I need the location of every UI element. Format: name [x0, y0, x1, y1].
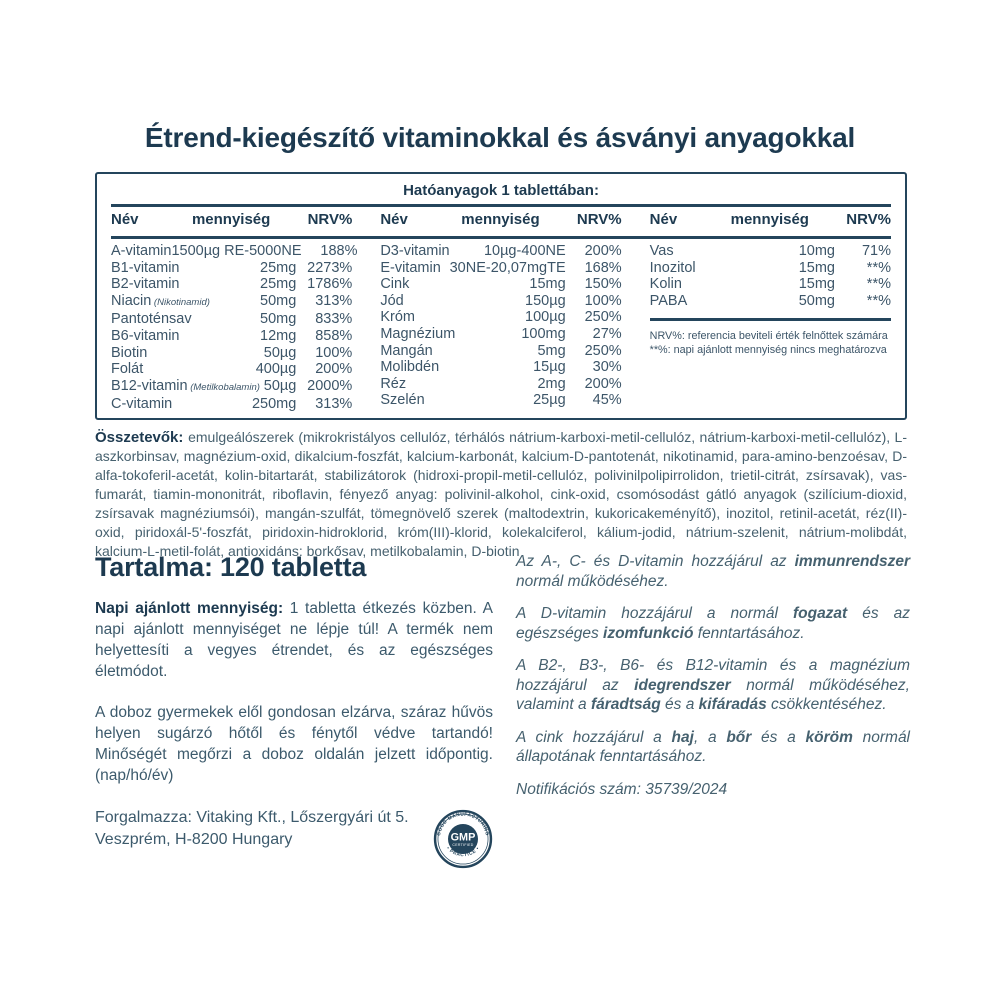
nutrient-name: Szelén [380, 392, 425, 409]
table-row [111, 311, 352, 328]
col-header-qty: mennyiség [461, 211, 540, 228]
nutrient-name: Mangán [380, 342, 433, 359]
table-row [111, 243, 358, 260]
nutrient-quantity: 10µg-400NE [483, 243, 566, 259]
nutrient-quantity: 50µg [263, 344, 297, 361]
nutrient-quantity: 1500µg RE-5000NE [171, 243, 302, 259]
text-segment: 1 tabletta étkezés közben. A napi ajánlott mennyiséget ne lépje túl! A termék nem helyettesíti a vegyes étrendet, és az egészséges életmódot. [95, 600, 493, 680]
nutrient-quantity: 250mg [251, 396, 297, 413]
table-title: Hatóanyagok 1 tablettában: [403, 182, 599, 199]
nutrient-name: B1-vitamin [111, 259, 180, 276]
table-row [380, 326, 621, 343]
nutrient-name: Réz [380, 375, 407, 392]
table-row [650, 276, 891, 293]
header-row-cells [380, 209, 621, 231]
table-row [650, 293, 891, 310]
bold-text-segment: köröm [805, 728, 853, 746]
nutrient-quantity: 12mg [260, 327, 297, 344]
nutrient-name: B12-vitamin (Metilkobalamin) [111, 377, 260, 394]
claim-paragraph [516, 656, 910, 715]
bold-text-segment: haj [671, 728, 694, 746]
table-row [111, 328, 352, 345]
nutrient-nrv-percent: 200% [584, 375, 622, 392]
nutrient-nrv-percent: 2000% [307, 377, 353, 394]
col-header-name: Név [649, 211, 678, 228]
bold-text-segment: Napi ajánlott mennyiség: [95, 600, 290, 617]
gmp-center-text: GMP [450, 831, 476, 844]
nutrient-quantity: 50µg [263, 377, 297, 394]
col-header-nrv: NRV% [576, 211, 622, 228]
gmp-certified-icon [433, 809, 493, 869]
nutrient-name: Kolin [649, 276, 682, 293]
contents-heading: Tartalma: 120 tabletta [95, 552, 367, 582]
nutrient-nrv-percent: **% [866, 276, 891, 293]
page-title: Étrend-kiegészítő vitaminokkal és ásványi anyagokkal [144, 122, 856, 153]
nutrient-name: PABA [649, 292, 688, 309]
health-claims-column [516, 552, 910, 812]
nutrient-name: Inozitol [649, 259, 696, 276]
distributor-address [95, 807, 433, 851]
distributor-line-2: Veszprém, H-8200 Hungary [95, 831, 293, 848]
text-segment: és az egészséges [516, 605, 910, 642]
nutrient-nrv-percent: 27% [592, 325, 622, 342]
notification-number [516, 780, 910, 800]
text-segment: Az A-, C- és D-vitamin hozzájárul az [516, 553, 795, 570]
nutrient-quantity: 150µg [525, 292, 566, 309]
text-segment: emulgeálószerek (mikrokristályos cellulóz, térhálós nátrium-karboxi-metil-cellulóz, nátrium-karboxi-metil-cellulóz), L-aszkorbinsav, magnézium-oxid, dikalcium-foszfát, kalcium-karbonát, kalcium-D-pantotenát, nikotinamid, para-amino-benzoésav, D-alfa-tokoferil-acetát, kolin-bitartarát, stabilizátorok (hidroxi-propil-metil-cellulóz, polivinilpolipirrolidon, trietil-citrát, zsírsavak), vas-fumarát, tiamin-mononitrát, riboflavin, fényező anyag: polivinil-alkohol, cink-oxid, csomósodást gátló anyagok (szilícium-dioxid, zsírsavak magnéziumsói), mangán-szulfát, tömegnövelő szerek (maltodextrin, kukoricakeményítő), inozitol, retinil-acetát, réz(II)-oxid, piridoxál-5'-foszfát, piridoxin-hidroklorid, króm(III)-klorid, kolekalciferol, kálium-jodid, nátrium-szelenit, nátrium-molibdát, kalcium-L-metil-folát, antioxidáns: borkősav, metilkobalamin, D-biotin [95, 429, 907, 559]
nutrient-nrv-percent: 100% [315, 344, 353, 361]
table-header-row [111, 209, 891, 231]
bold-text-segment: immunrendszer [794, 553, 910, 570]
claim-paragraph [516, 604, 910, 643]
text-segment: A B2-, B3-, B6- és B12-vitamin és a magnézium hozzájárul az [516, 657, 910, 694]
nutrient-nrv-percent: 30% [592, 359, 622, 376]
bold-text-segment: fogazat [792, 605, 848, 622]
bold-text-segment: bőr [726, 728, 752, 746]
nutrient-rows [650, 243, 891, 309]
text-segment: normál állapotának fenntartásához. [516, 728, 911, 765]
column-header-group [111, 209, 352, 231]
nutrient-quantity: 15µg [533, 359, 566, 376]
col-header-name: Név [380, 211, 408, 228]
table-row [111, 378, 352, 397]
nutrient-name: Biotin [111, 344, 148, 361]
col-header-qty: mennyiség [191, 211, 271, 228]
nutrient-nrv-percent: 313% [315, 292, 353, 309]
nutrient-quantity: 25mg [260, 259, 297, 276]
text-segment: és a [660, 696, 699, 713]
bold-text-segment: Összetevők: [95, 429, 189, 446]
nutrient-nrv-percent: 168% [584, 259, 622, 276]
header-row-cells [111, 209, 352, 231]
table-row [111, 396, 352, 413]
nutrient-nrv-percent: 150% [584, 276, 622, 293]
nutrient-nrv-percent: 71% [861, 243, 891, 259]
table-row [380, 243, 621, 260]
distributor-line-1: Forgalmazza: Vitaking Kft., Lőszergyári út 5. [95, 809, 409, 826]
nutrient-quantity: 5mg [537, 342, 566, 359]
table-row [380, 276, 621, 293]
col-header-name: Név [111, 211, 139, 228]
divider [650, 318, 891, 321]
table-row [111, 260, 352, 277]
nutrient-column-3 [650, 243, 891, 413]
nutrient-quantity: 25µg [533, 392, 566, 409]
bold-text-segment: fáradtság [590, 696, 661, 713]
text-segment: A cink hozzájárul a [516, 728, 672, 746]
nutrient-nrv-percent: 250% [584, 309, 622, 326]
nutrient-quantity: 50mg [260, 311, 297, 328]
nutrient-name: Molibdén [380, 359, 440, 376]
nutrient-nrv-percent: 188% [320, 243, 358, 259]
nutrient-quantity: 2mg [537, 375, 566, 392]
table-row [380, 343, 621, 360]
left-info-column [95, 552, 493, 869]
nutrient-nrv-percent: 2273% [307, 259, 353, 276]
distributor-block [95, 807, 493, 869]
gmp-arc-bottom-text: • PRACTICE • [444, 846, 482, 859]
divider [111, 236, 891, 239]
col-header-nrv: NRV% [846, 211, 891, 228]
column-header-group [380, 209, 621, 231]
table-row [380, 309, 621, 326]
table-row [380, 293, 621, 310]
text-segment: normál működéséhez. [516, 572, 669, 590]
bold-text-segment: izomfunkció [603, 624, 694, 642]
storage-paragraph: A doboz gyermekek elől gondosan elzárva, száraz hűvös helyen sugárzó hőtől és fénytől védve tartandó! Minőségét megőrzi a doboz oldalán jelzett időpontig. (nap/hó/év) [95, 704, 493, 784]
nutrient-name: A-vitamin [111, 243, 172, 259]
table-row [111, 276, 352, 293]
nutrient-name: Króm [380, 309, 415, 326]
nutrient-nrv-percent: 313% [315, 396, 353, 413]
nutrient-nrv-percent: 833% [315, 311, 353, 328]
header-row-cells [650, 209, 891, 231]
nutrient-nrv-percent: **% [866, 292, 891, 309]
table-row [111, 345, 352, 362]
table-row [380, 376, 621, 393]
bold-text-segment: kifáradás [698, 696, 767, 713]
nutrient-nrv-percent: 200% [584, 243, 622, 259]
table-row [380, 392, 621, 409]
nutrient-quantity: 15mg [798, 259, 835, 276]
nutrient-name: Jód [380, 292, 404, 309]
nutrient-quantity: 10mg [798, 243, 835, 259]
nutrient-nrv-percent: 45% [592, 392, 622, 409]
table-body [111, 243, 891, 413]
nutrient-note: (Metilkobalamin) [187, 381, 260, 393]
daily-dose-paragraph [95, 598, 493, 682]
table-row [380, 260, 621, 277]
table-row [111, 293, 352, 312]
text-segment: fenntartásához. [693, 624, 805, 642]
nutrient-name: C-vitamin [111, 396, 173, 413]
nutrient-nrv-percent: **% [866, 259, 891, 276]
nutrient-nrv-percent: 200% [315, 361, 353, 378]
gmp-arc-top-text: GOOD MANUFACTURING [436, 812, 490, 837]
nutrient-quantity: 50mg [260, 292, 297, 309]
active-ingredients-table [95, 172, 907, 420]
nutrient-name: Vas [649, 243, 674, 259]
nutrient-quantity: 15mg [529, 276, 566, 293]
nutrient-quantity: 50mg [798, 292, 835, 309]
nutrient-nrv-percent: 250% [584, 342, 622, 359]
ingredients-paragraph [95, 428, 907, 561]
nutrient-name: Niacin (Nikotinamid) [111, 292, 210, 309]
table-row [650, 260, 891, 277]
nutrient-name: B2-vitamin [111, 276, 180, 293]
nutrient-name: E-vitamin [380, 259, 441, 276]
table-row [111, 361, 352, 378]
nutrient-name: Cink [380, 276, 410, 293]
nutrient-quantity: 100µg [525, 309, 566, 326]
nutrient-quantity: 15mg [798, 276, 835, 293]
nutrient-quantity: 100mg [521, 325, 566, 342]
col-header-qty: mennyiség [730, 211, 809, 228]
nrv-footnote: NRV%: referencia beviteli érték felnőttek számára [649, 329, 888, 342]
text-segment: csökkentéséhez. [766, 696, 887, 713]
claim-paragraph [516, 552, 910, 591]
table-row [380, 359, 621, 376]
nutrient-column-2 [380, 243, 621, 413]
text-segment: normál működéséhez, valamint a [516, 676, 910, 713]
claim-paragraph [516, 728, 910, 767]
table-row [650, 243, 891, 260]
col-header-nrv: NRV% [307, 211, 353, 228]
nutrient-name: Pantoténsav [111, 311, 192, 328]
text-segment: A D-vitamin hozzájárul a normál [516, 605, 793, 622]
nutrient-quantity: 400µg [255, 361, 297, 378]
column-header-group [650, 209, 891, 231]
text-segment: , a [693, 728, 727, 746]
text-segment: és a [751, 728, 806, 746]
gmp-sub-text: CERTIFIED [452, 843, 474, 848]
nutrient-column-1 [111, 243, 358, 413]
nutrient-name: B6-vitamin [111, 327, 180, 344]
nutrient-nrv-percent: 100% [584, 292, 622, 309]
nutrient-nrv-percent: 1786% [307, 276, 353, 293]
nutrient-quantity: 25mg [260, 276, 297, 293]
nutrient-quantity: 30NE-20,07mgTE [449, 259, 566, 276]
divider [111, 204, 891, 207]
bold-text-segment: idegrendszer [634, 676, 731, 694]
nutrient-note: (Nikotinamid) [151, 296, 210, 308]
nutrient-name: D3-vitamin [380, 243, 450, 259]
nutrient-name: Magnézium [380, 325, 456, 342]
nutrient-name: Folát [111, 361, 144, 378]
text-segment: Notifikációs szám: 35739/2024 [516, 780, 728, 798]
asterisk-footnote: **%: napi ajánlott mennyiség nincs meghatározva [649, 344, 887, 357]
nutrient-nrv-percent: 858% [315, 327, 353, 344]
